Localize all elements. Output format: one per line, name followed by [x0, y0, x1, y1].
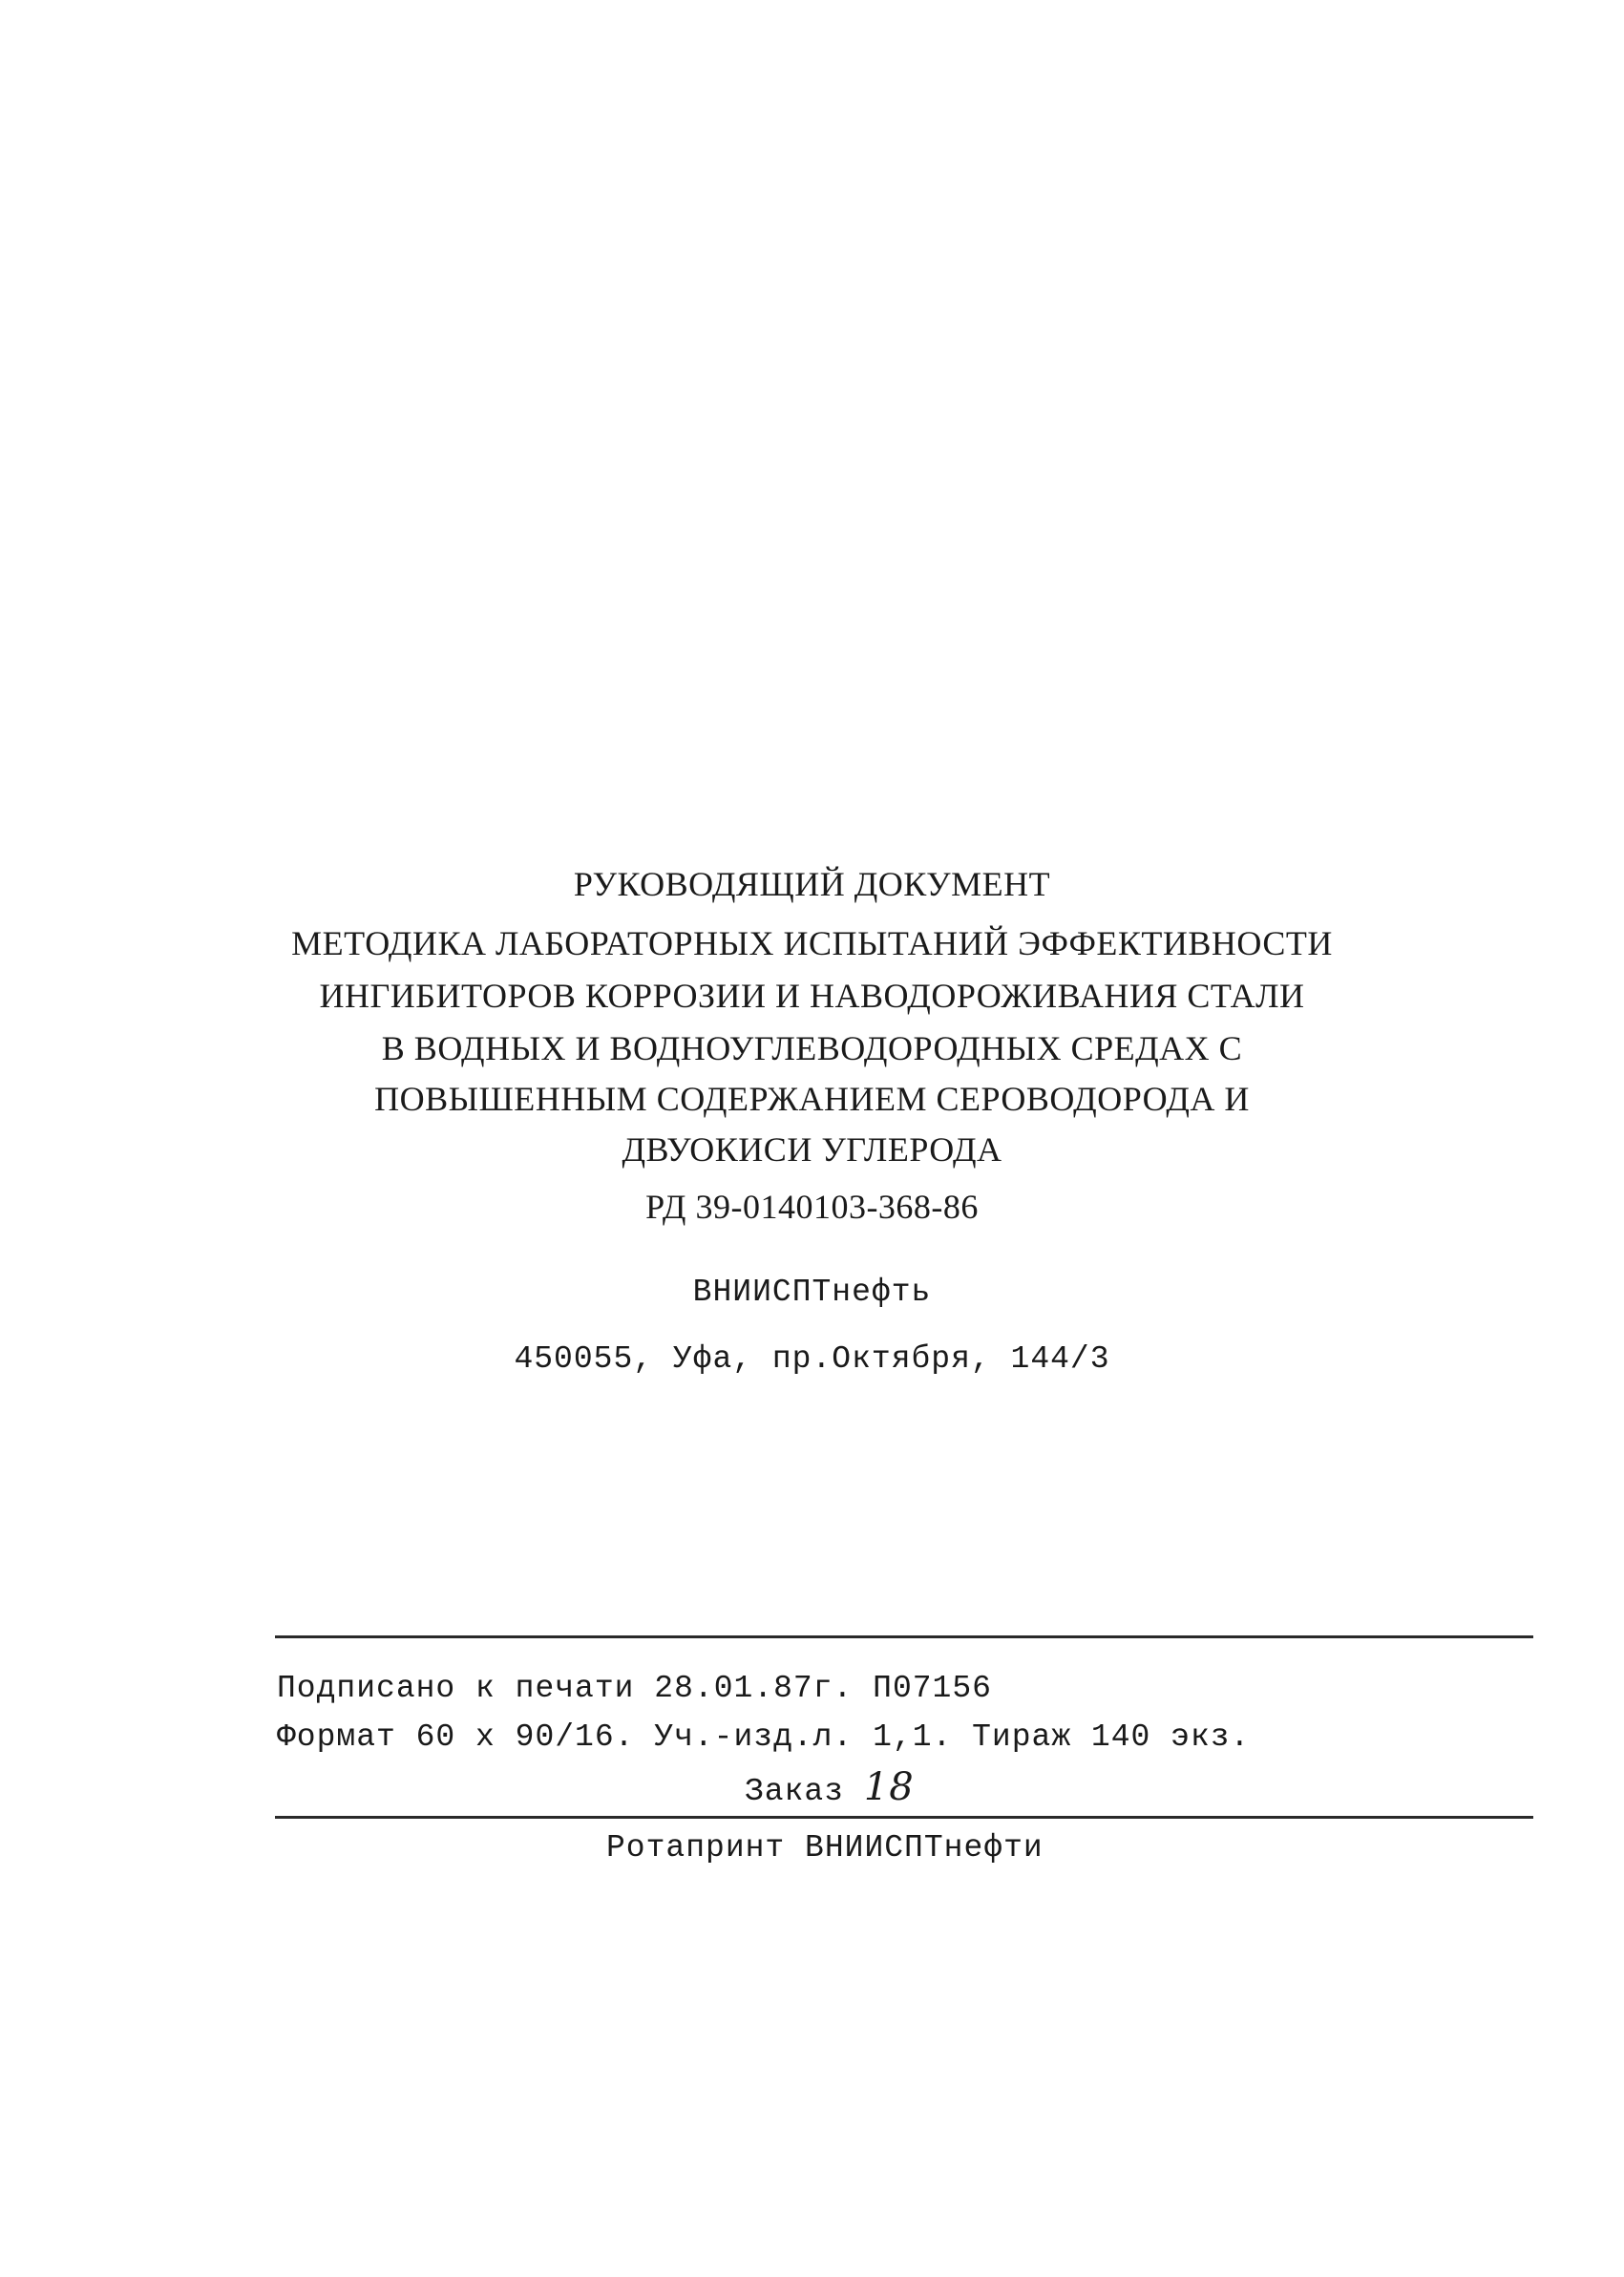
imprint-signed-line: [277, 1671, 992, 1706]
signed-label: Подписано к печати: [277, 1671, 635, 1706]
order-number: 18: [863, 1765, 915, 1809]
document-heading: РУКОВОДЯЩИЙ ДОКУМЕНТ: [573, 865, 1051, 903]
order-label: Заказ: [745, 1774, 845, 1809]
imprint-format-line: Формат 60 x 90/16. Уч.-изд.л. 1,1. Тираж 140 экз.: [277, 1719, 1251, 1755]
organization-name: ВНИИСПТнефть: [692, 1275, 932, 1310]
title-line-4: ПОВЫШЕННЫМ СОДЕРЖАНИЕМ СЕРОВОДОРОДА И: [374, 1080, 1250, 1118]
imprint-bottom-divider: [275, 1816, 1533, 1819]
imprint-top-divider: [275, 1635, 1533, 1638]
title-line-2: ИНГИБИТОРОВ КОРРОЗИИ И НАВОДОРОЖИВАНИЯ СТАЛИ: [319, 977, 1305, 1015]
signed-date: 28.01.87г.: [654, 1671, 854, 1706]
title-line-1: МЕТОДИКА ЛАБОРАТОРНЫХ ИСПЫТАНИЙ ЭФФЕКТИВНОСТИ: [291, 924, 1333, 962]
title-line-3: В ВОДНЫХ И ВОДНОУГЛЕВОДОРОДНЫХ СРЕДАХ С: [381, 1029, 1243, 1067]
document-code: РД 39-0140103-368-86: [645, 1188, 979, 1226]
title-line-5: ДВУОКИСИ УГЛЕРОДА: [622, 1130, 1002, 1169]
signed-code: П07156: [873, 1671, 992, 1706]
imprint-printer: Ротапринт ВНИИСПТнефти: [606, 1830, 1044, 1866]
imprint-order-line: [745, 1765, 915, 1809]
organization-address: 450055, Уфа, пр.Октября, 144/3: [514, 1341, 1110, 1377]
